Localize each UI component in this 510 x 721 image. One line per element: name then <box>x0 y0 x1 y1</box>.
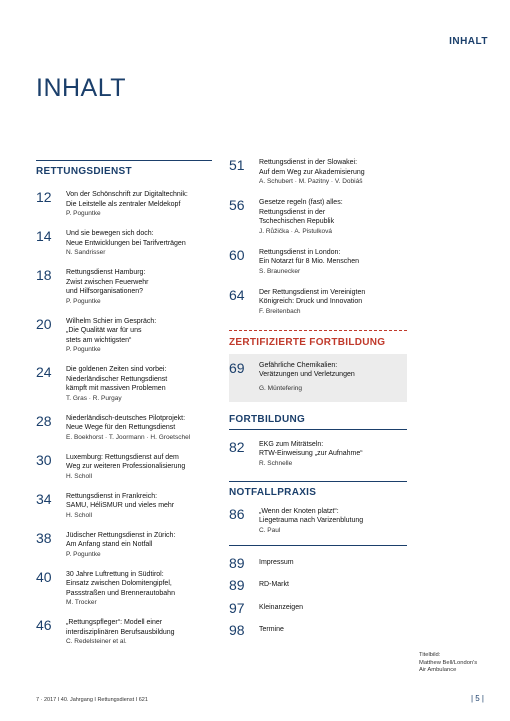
highlight-box <box>229 354 407 402</box>
entry-title-line: Passstraßen und Brennerautobahn <box>66 589 175 597</box>
entry-author: J. Růžička · A. Pistulková <box>259 227 332 235</box>
entry-title: 30 Jahre Luftrettung in Südtirol: <box>66 570 164 578</box>
toc-entry[interactable] <box>229 248 407 276</box>
entry-title: RD-Markt <box>259 581 289 588</box>
footer-info: 7 · 2017 I 40. Jahrgang I Rettungsdienst I 621 <box>36 697 148 703</box>
entry-title: Gefährliche Chemikalien: <box>259 361 338 369</box>
cover-caption <box>419 652 477 675</box>
section-title: NOTFALLPRAXIS <box>229 486 317 498</box>
entry-author: H. Scholl <box>66 472 93 480</box>
toc-entry[interactable] <box>36 365 212 403</box>
page-number: 34 <box>36 490 52 507</box>
entry-title: Wilhelm Schier im Gespräch: <box>66 317 157 325</box>
entry-author: G. Müntefering <box>259 384 302 392</box>
entry-title: Luxemburg: Rettungsdienst auf dem <box>66 453 179 461</box>
toc-entry[interactable] <box>36 317 212 355</box>
page-number: 46 <box>36 617 52 633</box>
page-number: 18 <box>36 267 52 283</box>
page-number: 89 <box>229 577 245 593</box>
entry-title: Rettungsdienst in Frankreich: <box>66 492 158 500</box>
entry-title: Gesetze regeln (fast) alles: <box>259 199 343 206</box>
entry-title-line: Auf dem Weg zur Akademisierung <box>259 168 365 176</box>
toc-entry[interactable] <box>36 414 212 442</box>
caption-line: Matthew Bell/London's <box>419 659 478 666</box>
entry-author: C. Paul <box>259 526 281 534</box>
entry-title-line: Ein Notarzt für 8 Mio. Menschen <box>259 258 359 265</box>
caption-line: Titelbild: <box>419 652 441 658</box>
entry-title-line: Die Leitstelle als zentraler Meldekopf <box>66 200 181 208</box>
toc-entry-termine[interactable] <box>229 622 407 638</box>
entry-title-line: „Die Qualität war für uns <box>66 327 142 334</box>
page-number: 28 <box>36 412 52 429</box>
entry-title-line: kämpft mit massiven Problemen <box>66 385 166 392</box>
toc-entry[interactable] <box>229 198 407 236</box>
entry-title: Von der Schönschrift zur Digitaltechnik: <box>66 191 188 198</box>
caption-line: Air Ambulance <box>419 667 457 673</box>
entry-author: C. Redelsteiner et al. <box>66 638 127 645</box>
page-number: 30 <box>36 451 52 468</box>
entry-title-line: Neue Wege für den Rettungsdienst <box>66 424 176 431</box>
page-number: 86 <box>229 505 245 522</box>
toc-entry-impressum[interactable] <box>229 554 407 571</box>
page-number: 51 <box>229 157 245 173</box>
section-rule <box>229 545 407 546</box>
entry-title-line: und Hilfsorganisationen? <box>66 288 144 295</box>
entry-title: Rettungsdienst in der Slowakei: <box>259 159 358 166</box>
entry-title: Und sie bewegen sich doch: <box>66 230 154 237</box>
entry-title: Jüdischer Rettungsdienst in Zürich: <box>66 531 176 539</box>
entry-title-line: SAMU, HéliSMUR und vieles mehr <box>66 502 175 509</box>
entry-title-line: Liegetrauma nach Varizenblutung <box>259 517 364 524</box>
toc-entry-kleinanzeigen[interactable] <box>229 599 407 616</box>
section-title: ZERTIFIZIERTE FORTBILDUNG <box>229 336 386 348</box>
entry-title: Rettungsdienst Hamburg: <box>66 269 146 276</box>
entry-title-line: Zwist zwischen Feuerwehr <box>66 278 149 286</box>
page-number: 82 <box>229 438 245 455</box>
toc-entry[interactable] <box>229 158 407 186</box>
toc-entry[interactable] <box>36 453 212 481</box>
page-number: 40 <box>36 568 52 585</box>
entry-author: T. Gras · R. Purgay <box>66 394 122 402</box>
page-number: 69 <box>229 359 245 376</box>
entry-author: P. Poguntke <box>66 550 101 558</box>
entry-title: „Rettungspfleger“: Modell einer <box>66 619 163 626</box>
page-number: 64 <box>229 286 245 303</box>
left-column <box>36 160 212 646</box>
page-number: 12 <box>36 189 52 205</box>
toc-entry[interactable] <box>36 190 212 218</box>
entry-title-line: Am Anfang stand ein Notfall <box>66 541 153 548</box>
toc-entry[interactable] <box>36 618 212 646</box>
page-number: 20 <box>36 315 52 332</box>
entry-title-line: Einsatz zwischen Dolomitengipfel, <box>66 580 172 587</box>
page-number: 89 <box>229 554 245 571</box>
entry-title-line: RTW-Einweisung „zur Aufnahme“ <box>259 450 363 457</box>
entry-title-line: Rettungsdienst in der <box>259 208 326 216</box>
page-number: 98 <box>229 622 245 638</box>
entry-title-line: Tschechischen Republik <box>259 218 335 225</box>
entry-author: A. Schubert · M. Pazitny · V. Dobiáš <box>259 178 363 185</box>
toc-entry[interactable] <box>36 531 212 559</box>
page-number: 60 <box>229 246 245 263</box>
right-column <box>229 157 407 638</box>
toc-entry[interactable] <box>36 229 212 257</box>
entry-title-line: Niederländischer Rettungsdienst <box>66 375 168 383</box>
entry-title: Rettungsdienst in London: <box>259 248 341 256</box>
running-header: INHALT <box>449 36 488 47</box>
toc-entry-rd-markt[interactable] <box>229 577 407 593</box>
entry-author: P. Poguntke <box>66 346 101 353</box>
entry-title: Die goldenen Zeiten sind vorbei: <box>66 366 167 373</box>
toc-entry[interactable] <box>36 492 212 520</box>
toc-entry[interactable] <box>36 268 212 306</box>
page-number: 56 <box>229 197 245 213</box>
page-number: 14 <box>36 228 52 244</box>
page-number: 38 <box>36 529 52 546</box>
toc-entry[interactable] <box>229 440 407 468</box>
entry-author: P. Poguntke <box>66 210 101 217</box>
toc-entry[interactable] <box>229 507 407 535</box>
entry-title: Niederländisch-deutsches Pilotprojekt: <box>66 414 186 422</box>
section-title: RETTUNGSDIENST <box>36 166 132 177</box>
toc-entry[interactable] <box>36 570 212 608</box>
page-number-footer: | 5 | <box>470 694 484 703</box>
toc-entry[interactable] <box>229 288 407 316</box>
toc-entry[interactable] <box>229 361 407 393</box>
entry-title: Impressum <box>259 558 294 566</box>
entry-author: E. Boekhorst · T. Joormann · H. Groetschel <box>66 433 191 441</box>
entry-author: P. Poguntke <box>66 297 101 305</box>
entry-title: Termine <box>259 626 284 633</box>
section-title: FORTBILDUNG <box>229 413 306 425</box>
entry-title-line: interdisziplinären Berufsausbildung <box>66 628 175 636</box>
page-title: INHALT <box>36 74 127 102</box>
entry-author: M. Trocker <box>66 599 97 606</box>
section-rule <box>229 429 407 430</box>
entry-title: EKG zum Miträtseln: <box>259 440 324 448</box>
entry-title: Kleinanzeigen <box>259 603 303 611</box>
entry-title: Der Rettungsdienst im Vereinigten <box>259 288 366 296</box>
entry-author: H. Scholl <box>66 511 93 519</box>
entry-author: N. Sandrisser <box>66 249 106 256</box>
entry-title-line: Neue Entwicklungen bei Tarifverträgen <box>66 239 186 247</box>
entry-title-line: Verätzungen und Verletzungen <box>259 371 355 378</box>
entry-title: „Wenn der Knoten platzt“: <box>259 507 339 515</box>
entry-title-line: Königreich: Druck und Innovation <box>259 298 363 305</box>
entry-title-line: Weg zur weiteren Professionalisierung <box>66 463 186 470</box>
entry-title-line: stets am wichtigsten“ <box>66 336 132 344</box>
entry-author: R. Schnelle <box>259 459 293 467</box>
entry-author: F. Breitenbach <box>259 307 301 315</box>
entry-author: S. Braunecker <box>259 267 301 275</box>
page-number: 97 <box>229 599 245 616</box>
page-number: 24 <box>36 364 52 380</box>
